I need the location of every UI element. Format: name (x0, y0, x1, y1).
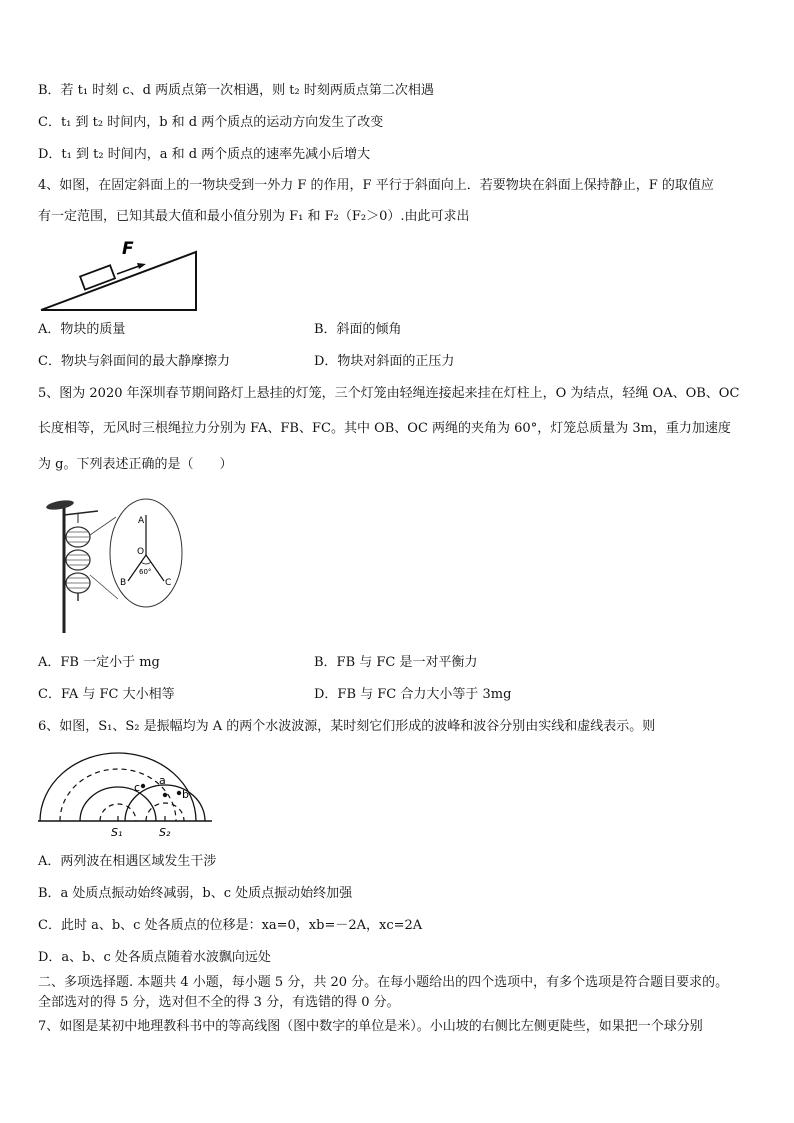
q6-option-d: D．a、b、c 处各质点随着水波飘向远处 (38, 950, 271, 965)
point-b (177, 791, 181, 795)
q5-stem-line1: 5、图为 2020 年深圳春节期间路灯上悬挂的灯笼，三个灯笼由轻绳连接起来挂在灯柱上，O 为结点，轻绳 OA、OB、OC (38, 386, 740, 401)
label-angle: 60° (139, 568, 152, 576)
q4-option-d: D．物块对斜面的正压力 (314, 354, 455, 369)
label-c: c (134, 781, 141, 794)
wave-figure (38, 744, 214, 840)
incline-triangle (41, 252, 196, 310)
q7-stem-line1: 7、如图是某初中地理教科书中的等高线图（图中数字的单位是米）。小山坡的右侧比左侧更陡些，如果把一个球分别 (38, 1019, 703, 1034)
callout-line (90, 517, 116, 535)
q6-option-c: C．此时 a、b、c 处各质点的位移是：xa=0，xb=－2A，xc=2A (38, 918, 423, 933)
lamp-arm (64, 511, 98, 515)
label-c: C (165, 578, 172, 588)
q5-option-b: B．FB 与 FC 是一对平衡力 (314, 655, 478, 670)
incline-figure (38, 234, 200, 314)
label-a: a (159, 774, 166, 787)
force-label: F (122, 239, 134, 259)
q4-option-a: A．物块的质量 (38, 322, 126, 337)
q6-option-a: A．两列波在相遇区域发生干涉 (38, 854, 217, 869)
angle-arc (141, 562, 151, 564)
q3-option-b: B．若 t₁ 时刻 c、d 两质点第一次相遇，则 t₂ 时刻两质点第二次相遇 (38, 83, 434, 98)
label-s1: S₁ (111, 826, 123, 839)
q5-stem-line3: 为 g。下列表述正确的是（ ） (38, 457, 233, 472)
q4-option-c: C．物块与斜面间的最大静摩擦力 (38, 354, 230, 369)
label-s2: S₂ (159, 826, 171, 839)
block (80, 265, 115, 289)
q3-option-d: D．t₁ 到 t₂ 时间内，a 和 d 两个质点的速率先减小后增大 (38, 147, 371, 162)
q6-stem: 6、如图，S₁、S₂ 是振幅均为 A 的两个水波波源，某时刻它们形成的波峰和波谷分别由实线和虚线表示。则 (38, 719, 656, 734)
lamp-head (46, 499, 75, 512)
q4-option-b: B．斜面的倾角 (314, 322, 402, 337)
q5-option-c: C．FA 与 FC 大小相等 (38, 687, 175, 702)
section2-heading-line2: 全部选对的得 5 分，选对但不全的得 3 分，有选错的得 0 分。 (38, 995, 400, 1010)
q3-option-c: C．t₁ 到 t₂ 时间内，b 和 d 两个质点的运动方向发生了改变 (38, 115, 384, 130)
label-o: O (137, 547, 145, 557)
force-arrowhead (137, 263, 146, 269)
label-a: A (138, 516, 145, 526)
q5-stem-line2: 长度相等，无风时三根绳拉力分别为 FA、FB、FC。其中 OB、OC 两绳的夹角为 60°，灯笼总质量为 3m，重力加速度 (38, 421, 731, 436)
section2-heading-line1: 二、多项选择题. 本题共 4 小题，每小题 5 分，共 20 分。在每小题给出的四个选项中，有多个选项是符合题目要求的。 (38, 975, 729, 990)
label-b: B (120, 578, 127, 588)
q4-stem-line2: 有一定范围，已知其最大值和最小值分别为 F₁ 和 F₂（F₂＞0）.由此可求出 (38, 209, 470, 224)
lantern-figure (40, 495, 188, 637)
q5-option-a: A．FB 一定小于 mg (38, 655, 160, 670)
q4-stem-line1: 4、如图，在固定斜面上的一物块受到一外力 F 的作用，F 平行于斜面向上．若要物块在斜面上保持静止，F 的取值应 (38, 178, 714, 193)
q6-option-b: B．a 处质点振动始终减弱，b、c 处质点振动始终加强 (38, 886, 353, 901)
point-a (163, 793, 167, 797)
q5-option-d: D．FB 与 FC 合力大小等于 3mg (314, 687, 512, 702)
point-c (141, 784, 145, 788)
label-b: b (182, 788, 189, 801)
